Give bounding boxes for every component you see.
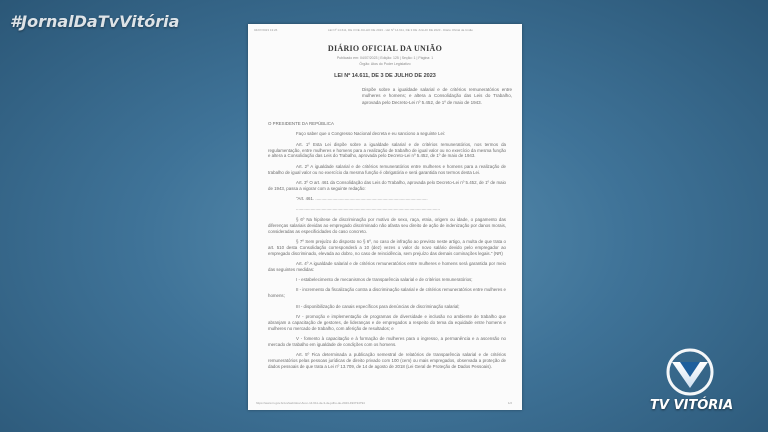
channel-name: TV VITÓRIA <box>650 398 734 413</box>
law-paragraph: § 7º Sem prejuízo do disposto no § 6º, no caso de infração ao previsto neste artigo, a multa de que trata o art. 510 desta Consolidação corresponderá a 10 (dez) vezes o valor do novo salário devido pelo empregador ao empregado discriminado, elevada ao dobro, no caso de reincidência, sem prejuízo das demais cominações legais." (NR) <box>268 238 506 256</box>
law-paragraph: III - disponibilização de canais específicos para denúncias de discriminação salarial; <box>296 303 460 309</box>
page-number: 1/2 <box>507 401 512 405</box>
law-paragraph: Art. 4º A igualdade salarial e de critérios remuneratórios entre mulheres e homens será garantida por meio das seguintes medidas: <box>268 260 506 272</box>
masthead-title: DIÁRIO OFICIAL DA UNIÃO <box>327 44 443 53</box>
law-paragraph: Faço saber que o Congresso Nacional decreta e eu sanciono a seguinte Lei: <box>296 131 446 137</box>
law-paragraph: V - fomento à capacitação e à formação de mulheres para o ingresso, a permanência e a ascensão no mercado de trabalho em igualdade de condições com os homens. <box>268 336 506 347</box>
law-paragraph: O PRESIDENTE DA REPÚBLICA <box>268 121 334 126</box>
law-paragraph: Art. 5º Fica determinada a publicação semestral de relatórios de transparência salarial e de critérios remuneratórios pelas pessoas jurídicas de direito privado com 100 (cem) ou mais empregados, observada a proteção de dados pessoais de que trata a Lei nº 13.709, de 14 de agosto de 2018 (Lei Geral de Proteção de Dados Pessoais). <box>268 352 506 370</box>
law-body <box>268 121 506 374</box>
print-header-title: LEI Nº 14.611, DE 3 DE JULHO DE 2023 - LEI Nº 14.611, DE 3 DE JULHO DE 2023 - Diário Oficial da União <box>328 28 473 32</box>
law-title: LEI Nº 14.611, DE 3 DE JULHO DE 2023 <box>334 73 436 79</box>
law-paragraph: ...................................................................................................................... <box>296 206 440 212</box>
print-date: 04/07/2023 13:26 <box>254 28 278 32</box>
law-paragraph: II - incremento da fiscalização contra a discriminação salarial e de critérios remuneratórios entre mulheres e homens; <box>268 287 506 299</box>
law-summary: Dispõe sobre a igualdade salarial e de critérios remuneratórios entre mulheres e homens; e altera a Consolidação das Leis do Trabalho, aprovada pelo Decreto-Lei nº 5.452, de 1º de maio de 1943. <box>362 87 512 105</box>
tv-hashtag: #JornalDaTvVitória <box>10 12 180 31</box>
footer-url: https://www.in.gov.br/en/web/dou/-/lei-n-14.611-de-3-de-julho-de-2023-493734794 <box>256 401 365 405</box>
publication-info: Publicado em: 04/07/2023 | Edição: 125 | Seção: 1 | Página: 1 <box>336 56 434 60</box>
law-paragraph: Art. 3º O art. 461 da Consolidação das Leis do Trabalho, aprovada pelo Decreto-Lei nº 5.452, de 1º de maio de 1943, passa a vigorar com a seguinte redação: <box>268 179 506 191</box>
law-paragraph: Art. 2º A igualdade salarial e de critérios remuneratórios entre mulheres e homens para a realização de trabalho de igual valor ou no exercício da mesma função é obrigatória e será garantida nos termos desta Lei. <box>268 163 506 175</box>
document-page <box>248 24 522 410</box>
law-paragraph: I - estabelecimento de mecanismos de transparência salarial e de critérios remuneratórios; <box>296 277 473 283</box>
law-paragraph: § 6º Na hipótese de discriminação por motivo de sexo, raça, etnia, origem ou idade, o pagamento das diferenças salariais devidas ao empregado discriminado não afasta seu direito de ação de indenização por danos morais, consideradas as especificidades do caso concreto. <box>268 216 506 234</box>
organ-info: Órgão: Atos do Poder Legislativo <box>359 62 411 66</box>
law-paragraph: Art. 1º Esta Lei dispõe sobre a igualdade salarial e de critérios remuneratórios, nos termos da regulamentação, entre mulheres e homens para a realização de trabalho de igual valor ou no exercício da mesma função e altera a Consolidação das Leis do Trabalho, aprovada pelo Decreto-Lei nº 5.452, de 1º de maio de 1943. <box>268 141 506 159</box>
law-paragraph: IV - promoção e implementação de programas de diversidade e inclusão no ambiente de trabalho que abranjam a capacitação de gestores, de lideranças e de empregados a respeito do tema da equidade entre homens e mulheres no mercado de trabalho, com aferição de resultados; e <box>268 313 506 331</box>
law-paragraph: "Art. 461. ............................................................................................ <box>296 196 428 202</box>
